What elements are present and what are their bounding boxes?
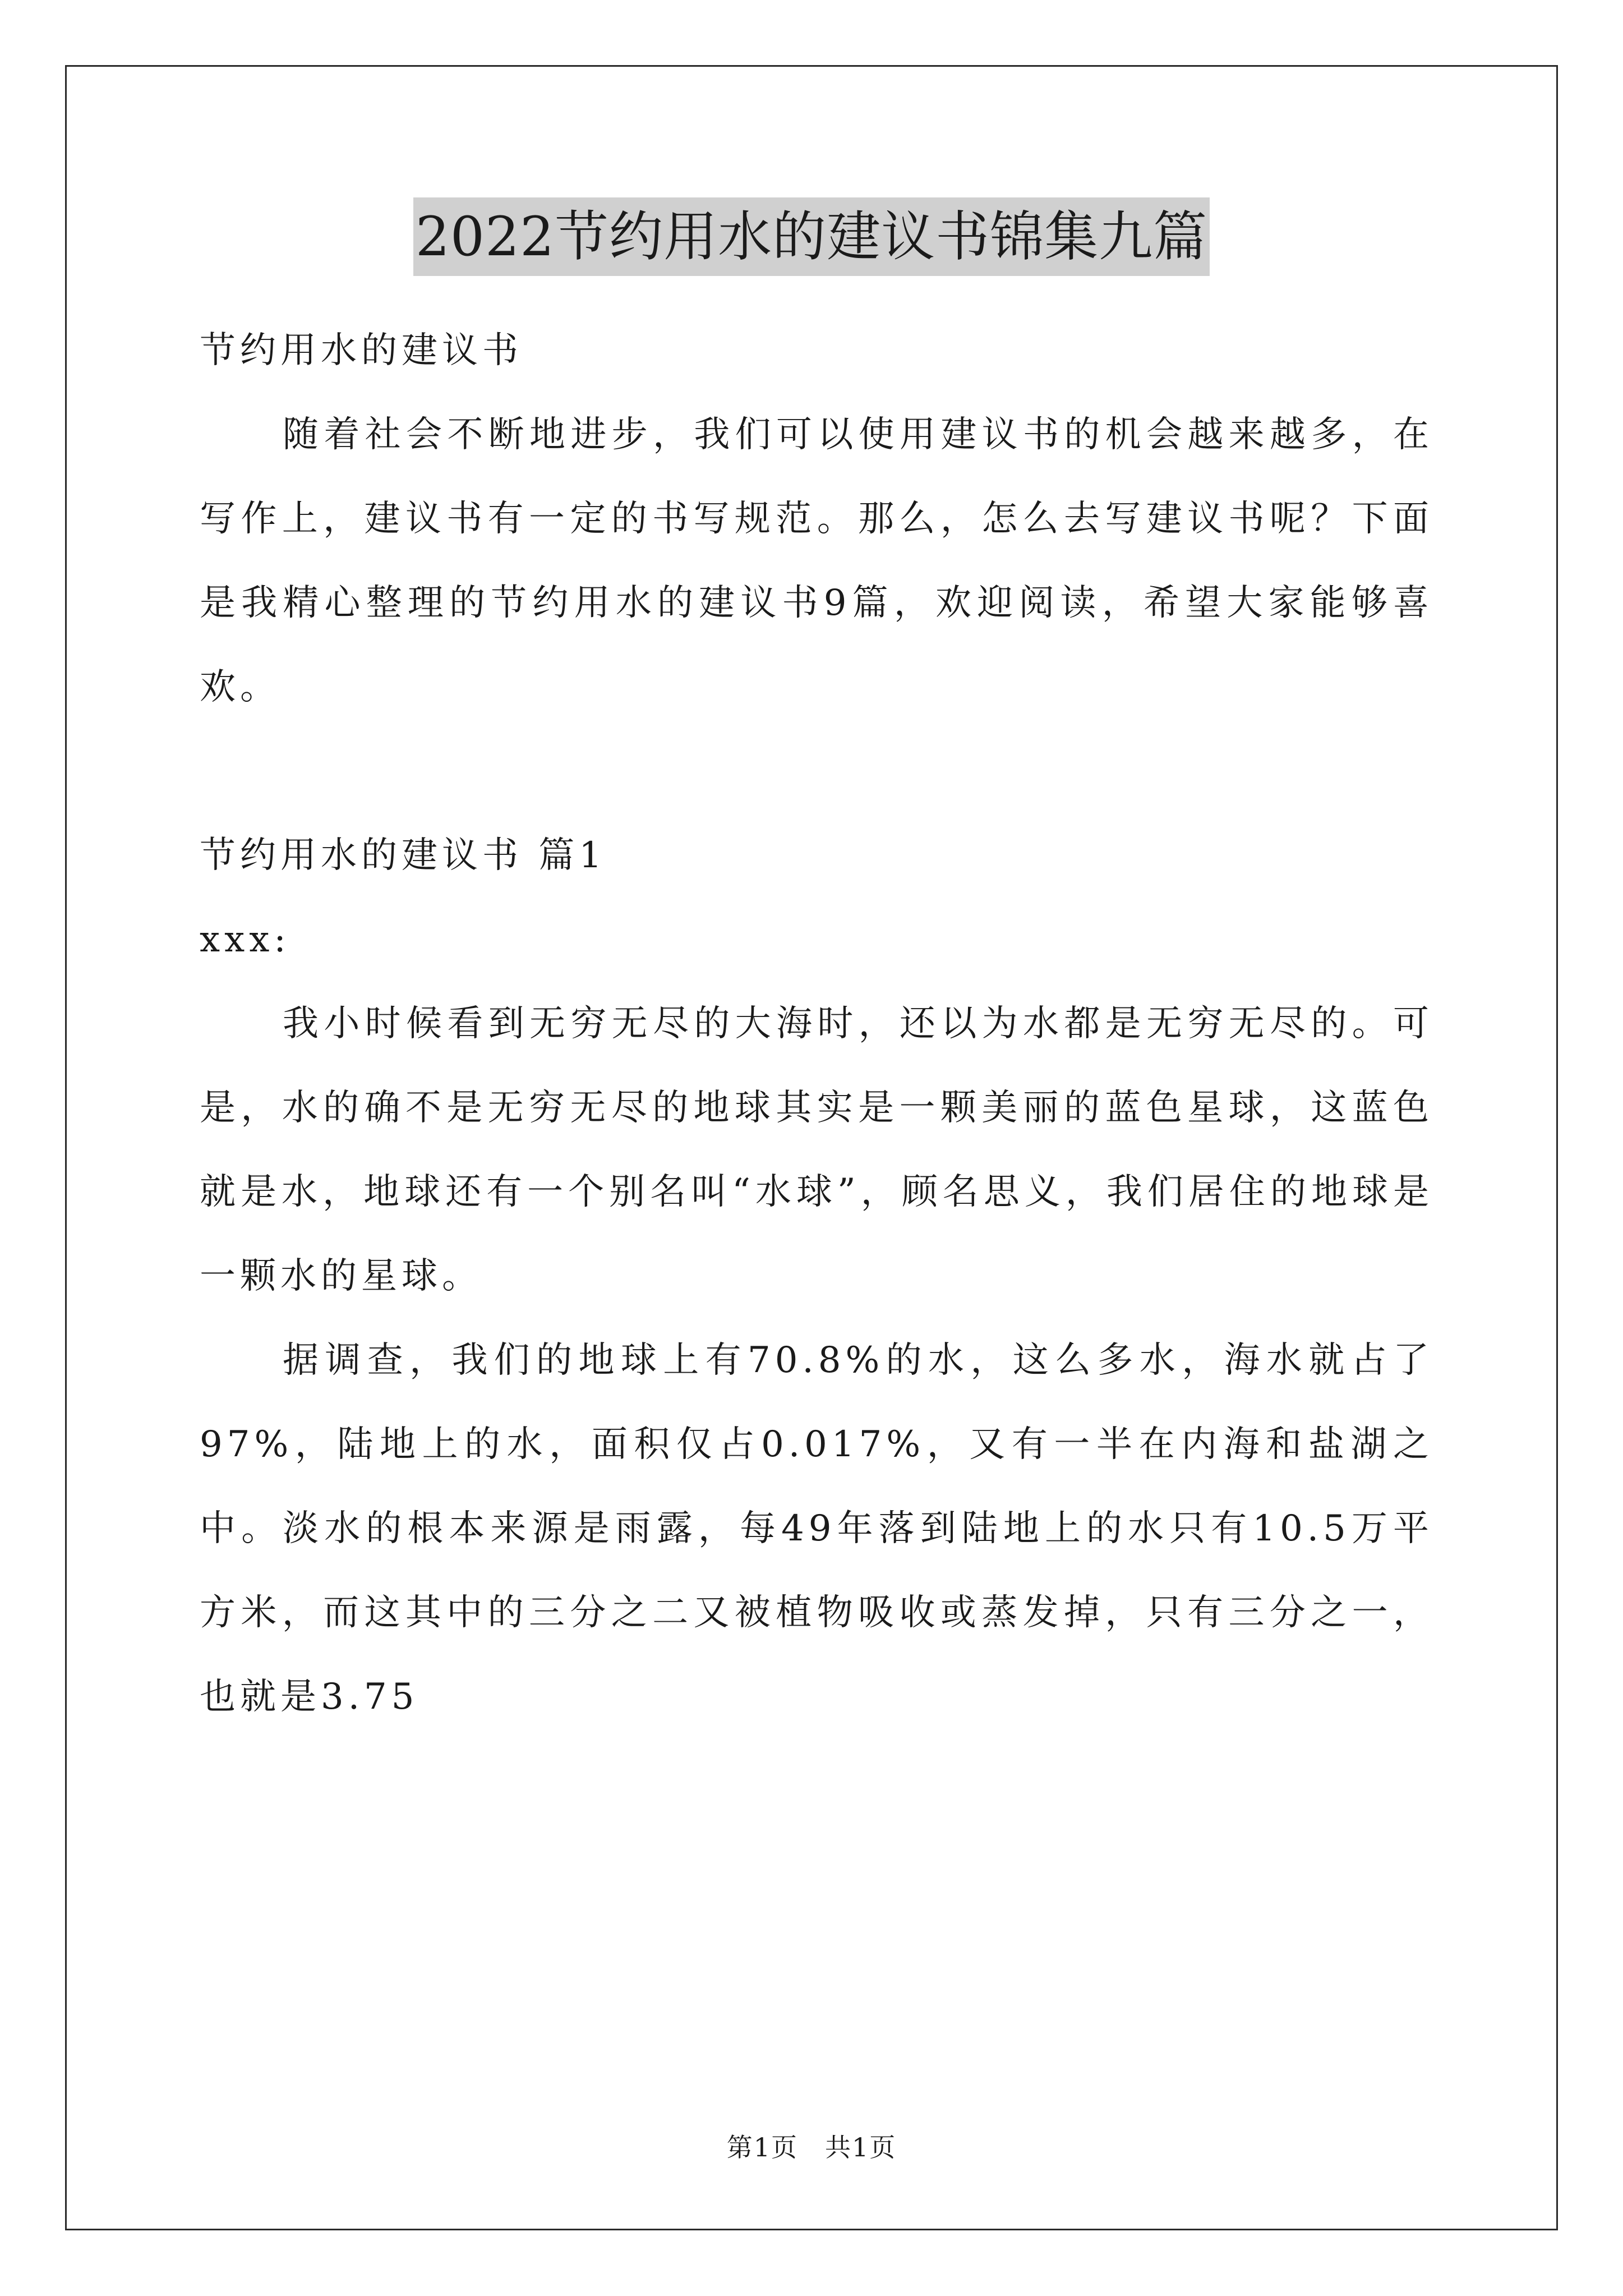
document-title: 2022节约用水的建议书锦集九篇 xyxy=(413,197,1210,276)
section-heading: 节约用水的建议书 篇1 xyxy=(200,835,607,876)
document-body xyxy=(200,309,1433,1739)
intro-heading: 节约用水的建议书 xyxy=(200,330,523,371)
body-paragraph: 我小时候看到无穷无尽的大海时，还以为水都是无穷无尽的。可是，水的确不是无穷无尽的地球其实是一颗美丽的蓝色星球，这蓝色就是水，地球还有一个别名叫“水球”，顾名思义，我们居住的地球是一颗水的星球。 xyxy=(200,1003,1433,1297)
intro-paragraph: 随着社会不断地进步，我们可以使用建议书的机会越来越多，在写作上，建议书有一定的书写规范。那么，怎么去写建议书呢？下面是我精心整理的节约用水的建议书9篇，欢迎阅读，希望大家能够喜欢。 xyxy=(200,414,1433,708)
section-spacer xyxy=(200,729,1433,813)
salutation: xxx: xyxy=(200,919,291,960)
page-number-footer: 第1页 共1页 xyxy=(726,2132,897,2162)
title-container xyxy=(0,197,1623,276)
body-paragraph: 据调查，我们的地球上有70.8%的水，这么多水，海水就占了97%，陆地上的水，面积仅占0.017%，又有一半在内海和盐湖之中。淡水的根本来源是雨露，每49年落到陆地上的水只有10.5万平方米，而这其中的三分之二又被植物吸收或蒸发掉，只有三分之一，也就是3.75 xyxy=(200,1340,1433,1718)
